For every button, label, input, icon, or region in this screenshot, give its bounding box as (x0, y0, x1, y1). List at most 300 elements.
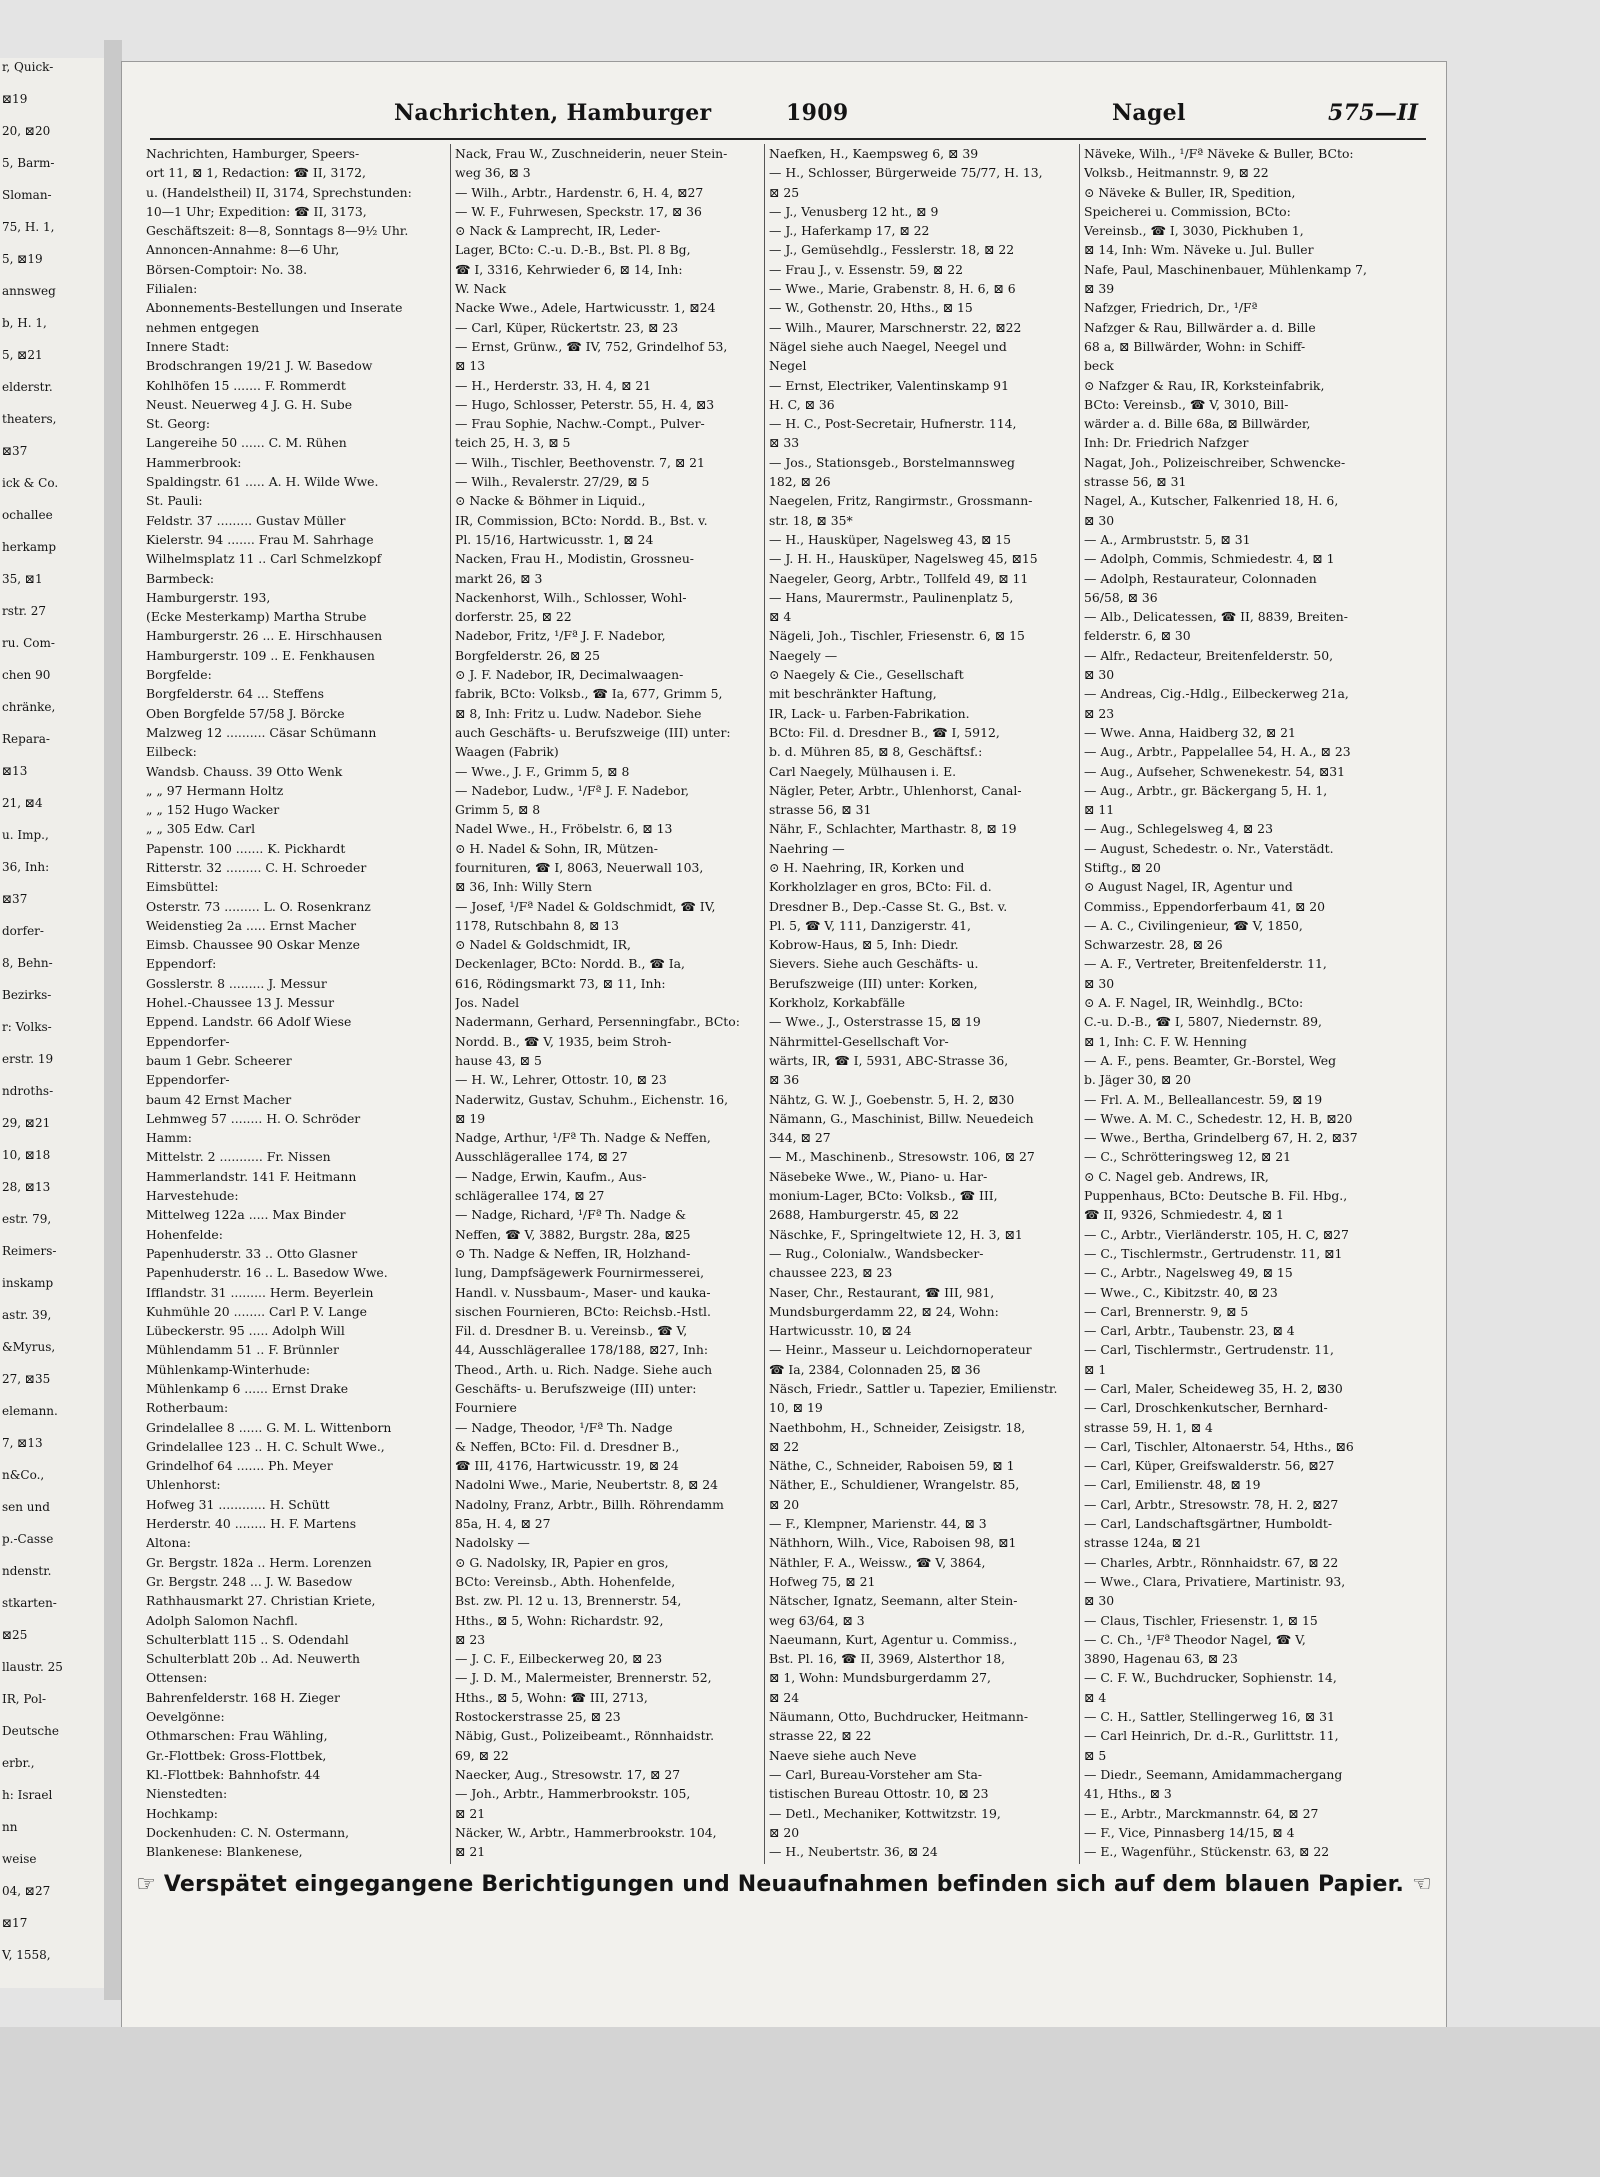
directory-line: Nafe, Paul, Maschinenbauer, Mühlenkamp 7, (1084, 261, 1367, 277)
directory-line: Bahrenfelderstr. 168 H. Zieger (146, 1689, 340, 1705)
directory-line: Inh: Dr. Friedrich Nafzger (1084, 435, 1249, 451)
margin-fragment: inskamp (2, 1276, 54, 1290)
margin-fragment: llaustr. 25 (2, 1660, 63, 1674)
directory-line: Lager, BCto: C.-u. D.-B., Bst. Pl. 8 Bg, (455, 242, 691, 258)
column-divider (450, 144, 451, 1864)
directory-line: „ „ 305 Edw. Carl (146, 821, 256, 837)
directory-line: — Adolph, Commis, Schmiedestr. 4, ⊠ 1 (1084, 551, 1335, 567)
directory-line: — Wwe. Anna, Haidberg 32, ⊠ 21 (1084, 724, 1296, 740)
directory-line: Grindelhof 64 ....... Ph. Meyer (146, 1458, 333, 1474)
directory-line: ⊠ 22 (769, 1438, 800, 1454)
directory-line: hause 43, ⊠ 5 (455, 1052, 542, 1068)
directory-line: 68 a, ⊠ Billwärder, Wohn: in Schiff- (1084, 338, 1306, 354)
margin-fragment: &Myrus, (2, 1340, 56, 1354)
directory-line: Schulterblatt 115 .. S. Odendahl (146, 1631, 349, 1647)
margin-fragment: b, H. 1, (2, 316, 47, 330)
directory-line: beck (1084, 358, 1114, 374)
column-4 (1084, 144, 1424, 1864)
directory-line: Othmarschen: Frau Wähling, (146, 1728, 328, 1744)
directory-line: ⊠ 25 (769, 184, 800, 200)
margin-fragment: astr. 39, (2, 1308, 52, 1322)
margin-fragment: 8, Behn- (2, 956, 53, 970)
directory-line: ⊠ 11 (1084, 802, 1115, 818)
directory-line: ⊠ 20 (769, 1496, 800, 1512)
directory-line: W. Nack (455, 281, 507, 297)
directory-line: 1178, Rutschbahn 8, ⊠ 13 (455, 917, 620, 933)
directory-line: — Aug., Schlegelsweg 4, ⊠ 23 (1084, 821, 1273, 837)
directory-line: ⊠ 14, Inh: Wm. Näveke u. Jul. Buller (1084, 242, 1314, 258)
directory-line: ⊠ 36, Inh: Willy Stern (455, 879, 592, 895)
directory-line: 2688, Hamburgerstr. 45, ⊠ 22 (769, 1207, 959, 1223)
scan-bottom-margin (0, 2027, 1600, 2177)
directory-line: Grindelallee 8 ...... G. M. L. Wittenborn (146, 1419, 392, 1435)
directory-line: & Neffen, BCto: Fil. d. Dresdner B., (455, 1438, 680, 1454)
directory-line: Hartwicusstr. 10, ⊠ 24 (769, 1323, 912, 1339)
directory-line: Barmbeck: (146, 570, 215, 586)
margin-fragment: annsweg (2, 284, 56, 298)
directory-line: — M., Maschinenb., Stresowstr. 106, ⊠ 27 (769, 1149, 1035, 1165)
directory-line: ⊙ J. F. Nadebor, IR, Decimalwaagen- (455, 667, 684, 683)
directory-line: Nachrichten, Hamburger, Speers- (146, 146, 360, 161)
directory-line: ⊠ 13 (455, 358, 486, 374)
directory-line: Theod., Arth. u. Rich. Nadge. Siehe auch (455, 1361, 713, 1377)
directory-line: Naehring — (769, 840, 845, 856)
directory-line: (Ecke Mesterkamp) Martha Strube (146, 609, 367, 625)
directory-line: schlägerallee 174, ⊠ 27 (455, 1188, 605, 1204)
directory-line: — Wwe., Bertha, Grindelberg 67, H. 2, ⊠37 (1084, 1130, 1358, 1146)
margin-fragment: ⊠13 (2, 764, 28, 778)
directory-line: 3890, Hagenau 63, ⊠ 23 (1084, 1651, 1238, 1667)
margin-fragment: chränke, (2, 700, 56, 714)
directory-line: Nadebor, Fritz, ¹/Fª J. F. Nadebor, (455, 628, 666, 644)
directory-line: — Carl, Arbtr., Taubenstr. 23, ⊠ 4 (1084, 1323, 1295, 1339)
margin-fragment: p.-Casse (2, 1532, 54, 1546)
directory-line: — C. Ch., ¹/Fª Theodor Nagel, ☎ V, (1084, 1631, 1306, 1647)
directory-line: Filialen: (146, 281, 198, 297)
directory-line: Rotherbaum: (146, 1400, 229, 1416)
directory-line: 41, Hths., ⊠ 3 (1084, 1786, 1172, 1802)
directory-line: Kohlhöfen 15 ....... F. Rommerdt (146, 377, 346, 393)
directory-line: ⊙ Nack & Lamprecht, IR, Leder- (455, 223, 661, 239)
directory-line: strasse 56, ⊠ 31 (769, 802, 872, 818)
directory-line: Weidenstieg 2a ..... Ernst Macher (146, 917, 357, 933)
directory-line: Lehmweg 57 ........ H. O. Schröder (146, 1110, 361, 1126)
margin-fragment: 5, Barm- (2, 156, 55, 170)
margin-fragment: 20, ⊠20 (2, 124, 51, 138)
margin-fragment: h: Israel (2, 1788, 53, 1802)
directory-line: Näbig, Gust., Polizeibeamt., Rönnhaidstr. (455, 1728, 715, 1744)
directory-line: strasse 56, ⊠ 31 (1084, 474, 1187, 490)
directory-line: Papenstr. 100 ....... K. Pickhardt (146, 840, 346, 856)
directory-line: 56/58, ⊠ 36 (1084, 589, 1158, 605)
directory-line: ⊠ 30 (1084, 667, 1115, 683)
directory-line: ⊠ 8, Inh: Fritz u. Ludw. Nadebor. Siehe (455, 705, 702, 721)
directory-line: Schwarzestr. 28, ⊠ 26 (1084, 937, 1223, 953)
directory-page (122, 62, 1446, 2027)
directory-line: Näsebeke Wwe., W., Piano- u. Har- (769, 1168, 988, 1184)
directory-line: Harvestehude: (146, 1188, 239, 1204)
directory-line: felderstr. 6, ⊠ 30 (1084, 628, 1191, 644)
margin-fragment: 75, H. 1, (2, 220, 55, 234)
margin-fragment: ⊠19 (2, 92, 28, 106)
directory-line: Pl. 5, ☎ V, 111, Danzigerstr. 41, (769, 917, 971, 933)
directory-line: — Frau J., v. Essenstr. 59, ⊠ 22 (769, 261, 963, 277)
directory-line: Geschäftszeit: 8—8, Sonntags 8—9½ Uhr. (146, 223, 409, 239)
directory-line: ⊙ C. Nagel geb. Andrews, IR, (1084, 1168, 1269, 1184)
directory-line: — Frau Sophie, Nachw.-Compt., Pulver- (455, 416, 705, 432)
directory-line: Nadermann, Gerhard, Persenningfabr., BCto: (455, 1014, 740, 1030)
directory-line: C.-u. D.-B., ☎ I, 5807, Niedernstr. 89, (1084, 1014, 1322, 1030)
directory-line: nehmen entgegen (146, 319, 260, 335)
directory-line: Hochkamp: (146, 1805, 218, 1821)
directory-line: — J. C. F., Eilbeckerweg 20, ⊠ 23 (455, 1651, 663, 1667)
directory-line: Neust. Neuerweg 4 J. G. H. Sube (146, 396, 353, 412)
margin-fragment: elderstr. (2, 380, 53, 394)
margin-fragment: ⊠37 (2, 444, 28, 458)
directory-line (1084, 1861, 1424, 1864)
directory-line: Spaldingstr. 61 ..... A. H. Wilde Wwe. (146, 474, 379, 490)
directory-line: Naegelen, Fritz, Rangirmstr., Grossmann- (769, 493, 1033, 509)
directory-line: — H., Schlosser, Bürgerweide 75/77, H. 13, (769, 165, 1043, 181)
directory-line: strasse 22, ⊠ 22 (769, 1728, 872, 1744)
directory-line: Borgfelde: (146, 667, 212, 683)
directory-line: ⊠ 5 (1084, 1747, 1107, 1763)
directory-line: Nienstedten: (146, 1786, 228, 1802)
margin-fragment: Reimers- (2, 1244, 57, 1258)
directory-line: „ „ 152 Hugo Wacker (146, 802, 280, 818)
directory-line: Gr.-Flottbek: Gross-Flottbek, (146, 1747, 327, 1763)
directory-line: — F., Vice, Pinnasberg 14/15, ⊠ 4 (1084, 1824, 1295, 1840)
directory-line: — Wwe., C., Kibitzstr. 40, ⊠ 23 (1084, 1284, 1278, 1300)
directory-line: Mittelweg 122a ..... Max Binder (146, 1207, 346, 1223)
directory-line: — J. D. M., Malermeister, Brennerstr. 52, (455, 1670, 712, 1686)
margin-fragment: 27, ⊠35 (2, 1372, 51, 1386)
directory-line: Näumann, Otto, Buchdrucker, Heitmann- (769, 1709, 1029, 1725)
directory-line: Adolph Salomon Nachfl. (146, 1612, 298, 1628)
previous-page-edge (0, 58, 106, 1988)
directory-line: 616, Rödingsmarkt 73, ⊠ 11, Inh: (455, 975, 666, 991)
directory-line: Feldstr. 37 ......... Gustav Müller (146, 512, 346, 528)
directory-line: — H. C., Post-Secretair, Hufnerstr. 114, (769, 416, 1017, 432)
directory-line: — Wwe., J. F., Grimm 5, ⊠ 8 (455, 763, 630, 779)
directory-line: Hamm: (146, 1130, 192, 1146)
directory-line: Rathhausmarkt 27. Christian Kriete, (146, 1593, 376, 1609)
directory-line: ⊙ Naegely & Cie., Gesellschaft (769, 667, 964, 683)
directory-line: — Hans, Maurermstr., Paulinenplatz 5, (769, 589, 1014, 605)
directory-line: Nadel Wwe., H., Fröbelstr. 6, ⊠ 13 (455, 821, 673, 837)
directory-line: — C. F. W., Buchdrucker, Sophienstr. 14, (1084, 1670, 1337, 1686)
directory-line: ⊙ G. Nadolsky, IR, Papier en gros, (455, 1554, 669, 1570)
directory-line: — H. W., Lehrer, Ottostr. 10, ⊠ 23 (455, 1072, 667, 1088)
directory-line: Sievers. Siehe auch Geschäfts- u. (769, 956, 979, 972)
directory-line: — Joh., Arbtr., Hammerbrookstr. 105, (455, 1786, 691, 1802)
directory-line: ⊠ 36 (769, 1072, 800, 1088)
directory-line: Kielerstr. 94 ....... Frau M. Sahrhage (146, 531, 374, 547)
margin-fragment: r: Volks- (2, 1020, 52, 1034)
directory-line: Fourniere (455, 1400, 517, 1416)
directory-line: Hamburgerstr. 193, (146, 589, 271, 605)
directory-line: Naeve siehe auch Neve (769, 1747, 917, 1763)
directory-line: Eppend. Landstr. 66 Adolf Wiese (146, 1014, 352, 1030)
directory-line: Naegely — (769, 647, 838, 663)
directory-line: — Carl Heinrich, Dr. d.-R., Gurlittstr. 11, (1084, 1728, 1339, 1744)
directory-line: Nafzger & Rau, Billwärder a. d. Bille (1084, 319, 1316, 335)
margin-fragment: ochallee (2, 508, 53, 522)
directory-line: Hohel.-Chaussee 13 J. Messur (146, 995, 335, 1011)
directory-line: Papenhuderstr. 33 .. Otto Glasner (146, 1245, 358, 1261)
directory-line: — Diedr., Seemann, Amidammachergang (1084, 1766, 1343, 1782)
directory-line: Annoncen-Annahme: 8—6 Uhr, (146, 242, 340, 258)
directory-line: „ „ 97 Hermann Holtz (146, 782, 284, 798)
directory-line: — Wilh., Revalerstr. 27/29, ⊠ 5 (455, 474, 650, 490)
directory-line: Hohenfelde: (146, 1226, 223, 1242)
directory-line: Naethbohm, H., Schneider, Zeisigstr. 18, (769, 1419, 1026, 1435)
margin-fragment: 28, ⊠13 (2, 1180, 51, 1194)
directory-line: ⊠ 23 (1084, 705, 1115, 721)
margin-fragment: 5, ⊠21 (2, 348, 43, 362)
directory-line: — Wwe., J., Osterstrasse 15, ⊠ 19 (769, 1014, 981, 1030)
directory-line: IR, Commission, BCto: Nordd. B., Bst. v. (455, 512, 708, 528)
directory-line: str. 18, ⊠ 35* (769, 512, 853, 528)
directory-line: — Wwe., Clara, Privatiere, Martinistr. 93, (1084, 1573, 1346, 1589)
directory-line: — Carl, Maler, Scheideweg 35, H. 2, ⊠30 (1084, 1381, 1343, 1396)
margin-fragment: ndroths- (2, 1084, 54, 1098)
directory-line: ⊠ 1, Wohn: Mundsburgerdamm 27, (769, 1670, 991, 1686)
directory-line: Nadolsky — (455, 1535, 530, 1551)
directory-line: ⊙ Th. Nadge & Neffen, IR, Holzhand- (455, 1245, 691, 1261)
directory-line: ⊙ Nacke & Böhmer in Liquid., (455, 493, 646, 509)
directory-line: — A., Armbruststr. 5, ⊠ 31 (1084, 531, 1251, 547)
directory-line: — A. F., Vertreter, Breitenfelderstr. 11, (1084, 956, 1327, 972)
directory-line: ⊠ 23 (455, 1631, 486, 1647)
directory-line: Mühlendamm 51 .. F. Brünnler (146, 1342, 339, 1358)
directory-line: teich 25, H. 3, ⊠ 5 (455, 435, 571, 451)
margin-fragment: r, Quick- (2, 60, 54, 74)
directory-line: Dockenhuden: C. N. Ostermann, (146, 1824, 350, 1840)
directory-line: — Frl. A. M., Belleallancestr. 59, ⊠ 19 (1084, 1091, 1323, 1107)
directory-line: — C., Schrötteringsweg 12, ⊠ 21 (1084, 1149, 1291, 1165)
directory-line: St. Georg: (146, 416, 211, 432)
directory-line: Papenhuderstr. 16 .. L. Basedow Wwe. (146, 1265, 388, 1281)
margin-fragment: theaters, (2, 412, 57, 426)
directory-line: ⊠ 24 (769, 1689, 800, 1705)
directory-line: Blankenese: Blankenese, (146, 1844, 303, 1860)
directory-line: — C., Arbtr., Vierländerstr. 105, H. C, ⊠27 (1084, 1226, 1349, 1242)
margin-fragment: ndenstr. (2, 1564, 52, 1578)
directory-line: Innere Stadt: (146, 338, 230, 354)
directory-line: dorferstr. 25, ⊠ 22 (455, 609, 572, 625)
directory-line: Rostockerstrasse 25, ⊠ 23 (455, 1709, 621, 1725)
directory-line: — W. F., Fuhrwesen, Speckstr. 17, ⊠ 36 (455, 203, 702, 219)
directory-line: Negel (769, 358, 807, 374)
directory-line: ☎ III, 4176, Hartwicusstr. 19, ⊠ 24 (455, 1458, 679, 1474)
directory-line: auch Geschäfts- u. Berufszweige (III) unter: (455, 724, 731, 740)
margin-fragment: herkamp (2, 540, 57, 554)
directory-line: Pl. 15/16, Hartwicusstr. 1, ⊠ 24 (455, 531, 654, 547)
directory-line: — Carl, Brennerstr. 9, ⊠ 5 (1084, 1303, 1249, 1319)
directory-line: ⊠ 4 (1084, 1689, 1107, 1705)
directory-line: — Aug., Arbtr., gr. Bäckergang 5, H. 1, (1084, 782, 1328, 798)
directory-line: ⊠ 1, Inh: C. F. W. Henning (1084, 1033, 1247, 1049)
directory-line: strasse 59, H. 1, ⊠ 4 (1084, 1419, 1213, 1435)
directory-line: Jos. Nadel (455, 995, 520, 1011)
directory-line: St. Pauli: (146, 493, 203, 509)
directory-line: Geschäfts- u. Berufszweige (III) unter: (455, 1381, 697, 1396)
margin-fragment: u. Imp., (2, 828, 49, 842)
directory-line: — Andreas, Cig.-Hdlg., Eilbeckerweg 21a, (1084, 686, 1349, 702)
directory-line: Borgfelderstr. 26, ⊠ 25 (455, 647, 600, 663)
directory-line: — Heinr., Masseur u. Leichdornoperateur (769, 1342, 1032, 1358)
directory-line: — J. H. H., Hausküper, Nagelsweg 45, ⊠15 (769, 551, 1038, 567)
directory-line: ⊠ 33 (769, 435, 800, 451)
margin-fragment: dorfer- (2, 924, 44, 938)
directory-line: Näthler, F. A., Weissw., ☎ V, 3864, (769, 1554, 986, 1570)
directory-line: Waagen (Fabrik) (455, 744, 559, 760)
directory-line: Korkholzlager en gros, BCto: Fil. d. (769, 879, 992, 895)
directory-line: Volksb., Heitmannstr. 9, ⊠ 22 (1084, 165, 1269, 181)
directory-line: — A. F., pens. Beamter, Gr.-Borstel, Weg (1084, 1052, 1337, 1068)
directory-line: H. C, ⊠ 36 (769, 396, 835, 412)
directory-line: Osterstr. 73 ......... L. O. Rosenkranz (146, 898, 371, 914)
directory-line: Nähtz, G. W. J., Goebenstr. 5, H. 2, ⊠30 (769, 1091, 1015, 1107)
directory-line: — Carl, Droschkenkutscher, Bernhard- (1084, 1400, 1328, 1416)
directory-line: baum 42 Ernst Macher (146, 1091, 292, 1107)
directory-line: Nägel siehe auch Naegel, Neegel und (769, 338, 1007, 354)
directory-line: Berufszweige (III) unter: Korken, (769, 975, 978, 991)
directory-line: Deckenlager, BCto: Nordd. B., ☎ Ia, (455, 956, 685, 972)
margin-fragment: 10, ⊠18 (2, 1148, 51, 1162)
directory-line: Näthhorn, Wilh., Vice, Raboisen 98, ⊠1 (769, 1535, 1017, 1551)
directory-line: Kuhmühle 20 ........ Carl P. V. Lange (146, 1303, 367, 1319)
directory-line: Mittelstr. 2 ........... Fr. Nissen (146, 1149, 331, 1165)
directory-line: Korkholz, Korkabfälle (769, 995, 905, 1011)
header-year: 1909 (786, 100, 849, 126)
margin-fragment: rstr. 27 (2, 604, 47, 618)
directory-line: — C., Arbtr., Nagelsweg 49, ⊠ 15 (1084, 1265, 1293, 1281)
directory-line: — Charles, Arbtr., Rönnhaidstr. 67, ⊠ 22 (1084, 1554, 1339, 1570)
directory-line: IR, Lack- u. Farben-Fabrikation. (769, 705, 970, 721)
directory-line: — Wilh., Arbtr., Hardenstr. 6, H. 4, ⊠27 (455, 184, 704, 200)
directory-line: Bst. Pl. 16, ☎ II, 3969, Alsterthor 18, (769, 1651, 1006, 1667)
directory-line: Nadge, Arthur, ¹/Fª Th. Nadge & Neffen, (455, 1130, 711, 1146)
header-left-catchword: Nachrichten, Hamburger (394, 100, 712, 126)
directory-line: Puppenhaus, BCto: Deutsche B. Fil. Hbg., (1084, 1188, 1348, 1204)
directory-line: Hammerbrook: (146, 454, 242, 470)
directory-line: — Carl, Tischlermstr., Gertrudenstr. 11, (1084, 1342, 1334, 1358)
directory-line: Naefken, H., Kaempsweg 6, ⊠ 39 (769, 146, 979, 161)
margin-fragment: ick & Co. (2, 476, 59, 490)
directory-line: Naser, Chr., Restaurant, ☎ III, 981, (769, 1284, 995, 1300)
directory-line: — H., Herderstr. 33, H. 4, ⊠ 21 (455, 377, 652, 393)
directory-line: ⊙ A. F. Nagel, IR, Weinhdlg., BCto: (1084, 995, 1304, 1011)
directory-line: — Carl, Landschaftsgärtner, Humboldt- (1084, 1516, 1333, 1532)
directory-line: Grimm 5, ⊠ 8 (455, 802, 541, 818)
directory-line: — Alb., Delicatessen, ☎ II, 8839, Breiten- (1084, 609, 1348, 625)
directory-line: — Aug., Aufseher, Schwenekestr. 54, ⊠31 (1084, 763, 1346, 779)
directory-line: ⊠ 4 (769, 609, 792, 625)
directory-line: BCto: Fil. d. Dresdner B., ☎ I, 5912, (769, 724, 1000, 740)
directory-line: — C. H., Sattler, Stellingerweg 16, ⊠ 31 (1084, 1709, 1335, 1725)
directory-line: — Carl, Emilienstr. 48, ⊠ 19 (1084, 1477, 1261, 1493)
directory-line: ⊙ Nafzger & Rau, IR, Korksteinfabrik, (1084, 377, 1325, 393)
margin-fragment: sen und (2, 1500, 50, 1514)
directory-line: 10, ⊠ 19 (769, 1400, 823, 1416)
directory-line: ☎ II, 9326, Schmiedestr. 4, ⊠ 1 (1084, 1207, 1284, 1223)
directory-line: chaussee 223, ⊠ 23 (769, 1265, 893, 1281)
directory-line: ⊠ 39 (1084, 281, 1115, 297)
directory-line: Wandsb. Chauss. 39 Otto Wenk (146, 763, 343, 779)
directory-line: b. Jäger 30, ⊠ 20 (1084, 1072, 1192, 1088)
column-2 (455, 144, 759, 1864)
directory-line: Hths., ⊠ 5, Wohn: Richardstr. 92, (455, 1612, 664, 1628)
directory-line: ⊙ H. Naehring, IR, Korken und (769, 859, 965, 875)
directory-line: — H., Hausküper, Nagelsweg 43, ⊠ 15 (769, 531, 1012, 547)
directory-line: weg 63/64, ⊠ 3 (769, 1612, 865, 1628)
margin-fragment: 36, Inh: (2, 860, 50, 874)
directory-line: — Ernst, Grünw., ☎ IV, 752, Grindelhof 53, (455, 338, 728, 354)
margin-fragment: 21, ⊠4 (2, 796, 43, 810)
directory-line: ☎ I, 3316, Kehrwieder 6, ⊠ 14, Inh: (455, 261, 683, 277)
directory-line: Langereihe 50 ...... C. M. Rühen (146, 435, 347, 451)
directory-line: sischen Fournieren, BCto: Reichsb.-Hstl. (455, 1303, 711, 1319)
directory-line: Neffen, ☎ V, 3882, Burgstr. 28a, ⊠25 (455, 1226, 691, 1242)
directory-line: Eimsbüttel: (146, 879, 219, 895)
directory-line: Hofweg 31 ............ H. Schütt (146, 1496, 330, 1512)
directory-line: ☎ Ia, 2384, Colonnaden 25, ⊠ 36 (769, 1361, 981, 1377)
directory-line: Näsch, Friedr., Sattler u. Tapezier, Emilienstr. (769, 1381, 1058, 1396)
directory-line: — Nadge, Richard, ¹/Fª Th. Nadge & (455, 1207, 687, 1223)
directory-line: Carl Naegely, Mülhausen i. E. (769, 763, 957, 779)
directory-line: Altona: (146, 1535, 191, 1551)
directory-line: — W., Gothenstr. 20, Hths., ⊠ 15 (769, 300, 973, 316)
directory-line: — Wilh., Tischler, Beethovenstr. 7, ⊠ 21 (455, 454, 705, 470)
column-divider (1079, 144, 1080, 1864)
directory-line: Näschke, F., Springeltwiete 12, H. 3, ⊠1 (769, 1226, 1023, 1242)
directory-line: lung, Dampfsägewerk Fournirmesserei, (455, 1265, 705, 1281)
directory-line: Naegeler, Georg, Arbtr., Tollfeld 49, ⊠ 11 (769, 570, 1029, 586)
directory-line: Commiss., Eppendorferbaum 41, ⊠ 20 (1084, 898, 1326, 914)
directory-line: Naderwitz, Gustav, Schuhm., Eichenstr. 16, (455, 1091, 729, 1107)
directory-line: — Josef, ¹/Fª Nadel & Goldschmidt, ☎ IV, (455, 898, 716, 914)
directory-line: — Adolph, Restaurateur, Colonnaden (1084, 570, 1317, 586)
directory-line: — J., Haferkamp 17, ⊠ 22 (769, 223, 930, 239)
column-3 (769, 144, 1074, 1864)
directory-line: Dresdner B., Dep.-Casse St. G., Bst. v. (769, 898, 1008, 914)
directory-line: — Aug., Arbtr., Pappelallee 54, H. A., ⊠ 23 (1084, 744, 1351, 760)
directory-line: Näveke, Wilh., ¹/Fª Näveke & Buller, BCto: (1084, 146, 1354, 161)
directory-line: Ritterstr. 32 ......... C. H. Schroeder (146, 859, 367, 875)
directory-line: Herderstr. 40 ........ H. F. Martens (146, 1516, 357, 1532)
directory-line: Näcker, W., Arbtr., Hammerbrookstr. 104, (455, 1824, 717, 1840)
directory-line: ⊠ 21 (455, 1844, 486, 1860)
directory-line: ⊠ 19 (455, 1110, 486, 1126)
directory-line: weg 36, ⊠ 3 (455, 165, 531, 181)
directory-line: monium-Lager, BCto: Volksb., ☎ III, (769, 1188, 998, 1204)
directory-line: Nägler, Peter, Arbtr., Uhlenhorst, Canal- (769, 782, 1022, 798)
directory-line: Speicherei u. Commission, BCto: (1084, 203, 1291, 219)
directory-line: Abonnements-Bestellungen und Inserate (146, 300, 403, 316)
directory-line: Hamburgerstr. 109 .. E. Fenkhausen (146, 647, 375, 663)
directory-line: Nadolny, Franz, Arbtr., Billh. Röhrendamm (455, 1496, 724, 1512)
directory-line: — Detl., Mechaniker, Kottwitzstr. 19, (769, 1805, 1001, 1821)
directory-line: — Wwe. A. M. C., Schedestr. 12, H. B, ⊠20 (1084, 1110, 1353, 1126)
directory-line: — A. C., Civilingenieur, ☎ V, 1850, (1084, 917, 1303, 933)
directory-line: — E., Arbtr., Marckmannstr. 64, ⊠ 27 (1084, 1805, 1319, 1821)
margin-fragment: 29, ⊠21 (2, 1116, 51, 1130)
margin-fragment: 04, ⊠27 (2, 1884, 51, 1898)
directory-line: ⊠ 30 (1084, 512, 1115, 528)
directory-line: Nacken, Frau H., Modistin, Grossneu- (455, 551, 694, 567)
